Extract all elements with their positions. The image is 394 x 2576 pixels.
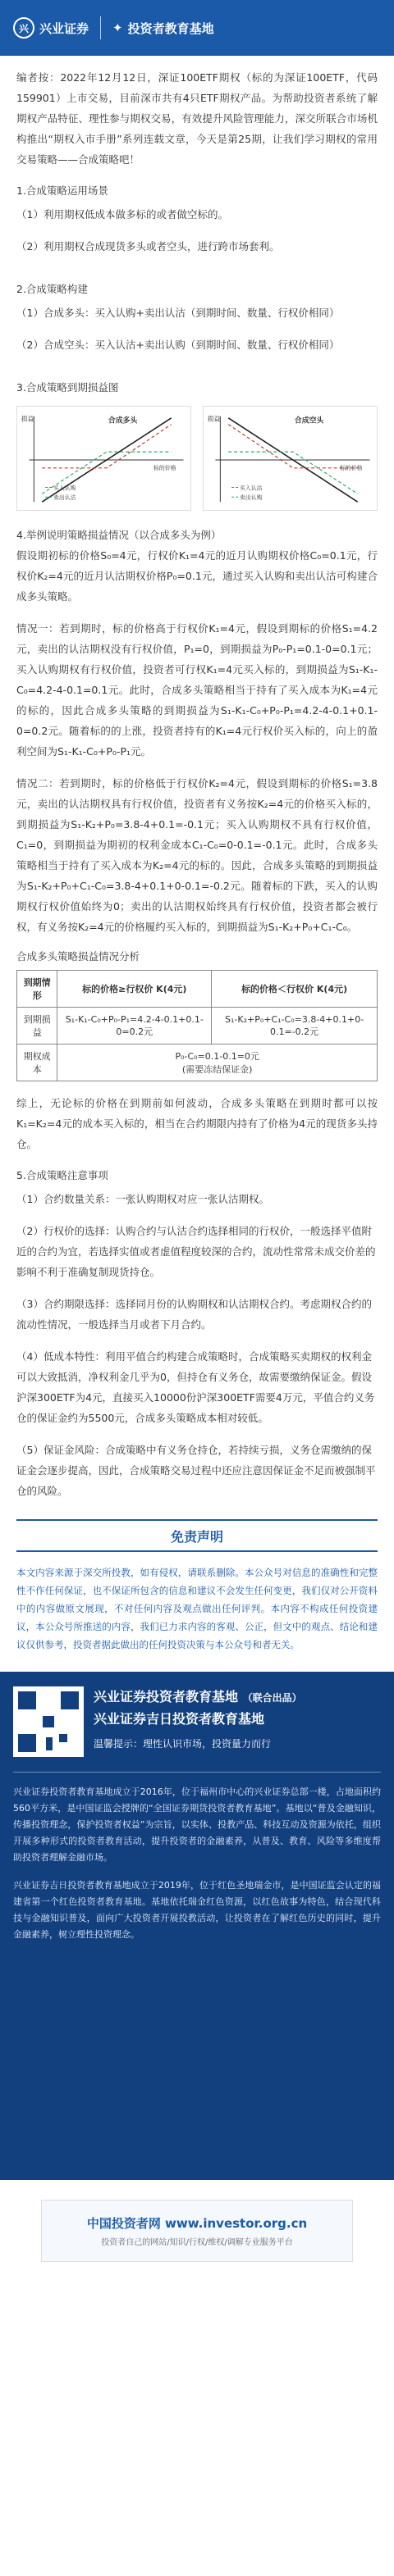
card-title-1-text: 兴业证券投资者教育基地 — [94, 1689, 239, 1704]
section-title: 5.合成策略注意事项 — [16, 1169, 108, 1181]
cost-value: P₀-C₀=0.1-0.1=0元 — [175, 1051, 259, 1062]
table-cell: S₁-K₂+P₀+C₁-C₀=3.8-4+0.1+0-0.1=-0.2元 — [212, 1008, 378, 1045]
table-header-row — [17, 971, 378, 1008]
investor-network-footer[interactable] — [41, 2200, 353, 2262]
broker-logo-icon: 兴 — [13, 17, 34, 39]
broker-logo — [13, 17, 89, 39]
legend-buy: 买入认购 — [53, 485, 76, 492]
diagram-title: 合成多头 — [108, 416, 138, 426]
list-item: （3）合约期限选择：选择同月份的认购期权和认沽期权合约。考虑期权合约的流动性情况，一般选择当月或者下月合约。 — [16, 1298, 372, 1331]
x-axis-label: 标的价格 — [340, 464, 363, 471]
table-header: 标的价格＜行权价 K(4元) — [212, 971, 378, 1008]
article-body — [0, 56, 394, 1654]
card-titles — [94, 1686, 381, 1750]
payoff-diagrams — [16, 406, 378, 511]
list-item: （2）行权价的选择：认购合约与认沽合约选择相同的行权价，一般选择平值附近的合约为宜，若选择实值或者虚值程度较深的合约，流动性常常未成交价差的影响不利于准确复制现货持仓。 — [16, 1225, 376, 1278]
intro-paragraph: 编者按：2022年12月12日，深证100ETF期权（标的为深证100ETF，代码159901）上市交易，目前深市共有4只ETF期权产品。为帮助投资者系统了解期权产品特征、理性参与期权交易，有效提升风险管理能力，深交所联合市场机构推出“期权入市手册”系列连载文章，今天是第25期，让我们学习期权的常用交易策略——合成策略吧！ — [16, 71, 378, 166]
list-item: （2）合成空头：买入认沽+卖出认购（到期时间、数量、行权价相同） — [16, 339, 340, 351]
legend-sell: 卖出认购 — [239, 494, 263, 502]
table-title: 合成多头策略损益情况分析 — [16, 950, 140, 963]
table-cell: S₁-K₁-C₀+P₀-P₁=4.2-4-0.1+0.1-0=0.2元 — [57, 1008, 212, 1045]
synthetic-long-payoff-diagram — [16, 406, 191, 511]
list-item: （1）合约数量关系：一张认购期权对应一张认沽期权。 — [16, 1193, 269, 1205]
synthetic-short-payoff-diagram — [203, 406, 378, 511]
card-tag: （联合出品） — [242, 1692, 302, 1704]
section-title: 3.合成策略到期损益图 — [16, 381, 119, 394]
investor-base-card — [0, 1672, 394, 2180]
qr-code-icon — [13, 1686, 84, 1757]
table-cell — [57, 1045, 378, 1081]
section-title: 2.合成策略构建 — [16, 283, 88, 295]
y-axis-label: 损益 — [21, 415, 34, 423]
section-title: 4.举例说明策略损益情况（以合成多头为例） — [16, 529, 222, 541]
card-slogan: 温馨提示：理性认识市场，投资量力而行 — [94, 1738, 272, 1750]
case-two-paragraph: 情况二：若到期时，标的价格低于行权价K₂=4元，假设到期标的价格S₁=3.8元，卖出的认沽期权具有行权价值，投资者有义务按K₂=4元的价格买入标的，到期损益为S₁-K₂+P₀=3.8-4+0.1=-0.1元；买入认购期权不具有行权价值，C₁=0，到期损益为期初的权利金成本C₁-C₀=0-0.1=-0.1元。此时，合成多头策略相当于持有了买入成本为K₂=4元的标的。因此，合成多头策略的到期损益为S₁-K₂+P₀+C₁-C₀=3.8-4+0.1+0-0.1=-0.2元。随着标的下跌，买入的认购期权行权价值始终为0；卖出的认沽期权始终具有行权价值，投资者都会被行权，有义务按K₂=4元的价格履约买入标的，到期损益为S₁-K₂+P₀+C₁-C₀。 — [16, 777, 378, 933]
card-title-2: 兴业证券吉日投资者教育基地 — [94, 1711, 265, 1727]
table-row — [17, 1008, 378, 1045]
base-icon: ✦ — [112, 20, 123, 35]
example-paragraph: 假设期初标的价格S₀=4元，行权价K₁=4元的近月认购期权价格C₀=0.1元，行权价K₂=4元的近月认沽期权价格P₀=0.1元，通过买入认购和卖出认沽可构建合成多头策略。 — [16, 549, 378, 603]
x-axis-label: 标的价格 — [153, 464, 176, 471]
footer-subtitle: 投资者自己的网站/知识/行权/维权/调解专业服务平台 — [101, 2238, 293, 2247]
card-title-1 — [94, 1686, 381, 1709]
card-header — [13, 1686, 381, 1757]
list-item: （1）利用期权低成本做多标的或者做空标的。 — [16, 208, 228, 221]
investor-base-name: 投资者教育基地 — [127, 20, 214, 36]
card-paragraph: 兴业证券吉日投资者教育基地成立于2019年，位于红色圣地瑞金市，是中国证监会认定的福建省第一个红色投资者教育基地。基地依托瑞金红色资源，以红色故事为特色，结合现代科技与金融知识普及，面向广大投资者开展投教活动，让投资者在了解红色历史的同时，提升金融素养，树立理性投资理念。 — [13, 1880, 381, 1940]
footer-title: 中国投资者网 www.investor.org.cn — [86, 2216, 308, 2231]
table-header: 到期情形 — [17, 971, 57, 1008]
table-header: 标的价格≥行权价 K(4元) — [57, 971, 212, 1008]
card-divider — [13, 1772, 381, 1773]
list-item: （5）保证金风险：合成策略中有义务仓持仓，若持续亏损，义务仓需缴纳的保证金会逐步提高，因此，合成策略交易过程中还应注意因保证金不足而被强制平仓的风险。 — [16, 1444, 376, 1497]
summary-paragraph: 综上，无论标的价格在到期前如何波动，合成多头策略在到期时都可以按K₁=K₂=4元的成本买入标的，相当在合约期限内持有了价格为4元的现货多头持仓。 — [16, 1097, 378, 1150]
diagram-title: 合成空头 — [294, 416, 324, 426]
payoff-table — [16, 970, 378, 1081]
y-axis-label: 损益 — [207, 415, 221, 423]
investor-base-logo — [112, 20, 214, 37]
card-paragraph: 兴业证券投资者教育基地成立于2016年，位于福州市中心的兴业证券总部一楼，占地面积约560平方米，是中国证监会授牌的“全国证券期货投资者教育基地”。基地以“普及金融知识，传播投资理念，保护投资者权益”为宗旨，以实体、投教产品、科技互动及资源为依托，组织开展多种形式的投资者教育活动，提升投资者的金融素养，从普及、教育、风险等多维度帮助投资者理解金融市场。 — [13, 1786, 381, 1863]
legend-sell: 卖出认沽 — [53, 494, 76, 502]
disclaimer-title — [16, 1519, 378, 1552]
table-cell: 期权成本 — [17, 1045, 57, 1081]
header-divider — [100, 16, 101, 39]
header-banner — [0, 0, 394, 56]
broker-name: 兴业证券 — [39, 20, 89, 36]
list-item: （2）利用期权合成现货多头或者空头，进行跨市场套利。 — [16, 240, 280, 253]
disclaimer-title-text: 免责声明 — [170, 1528, 223, 1545]
legend-buy: 买入认沽 — [239, 485, 263, 492]
table-cell: 到期损益 — [17, 1008, 57, 1045]
disclaimer-text: 本文内容来源于深交所投教，如有侵权，请联系删除。本公众号对信息的准确性和完整性不作任何保证，也不保证所包含的信息和建议不会发生任何变更，我们仅对公开资料中的内容做原文展现，不对任何内容及观点做出任何评判。本内容不构成任何投资建议，本公众号所推送的内容，我们已力求内容的客观、公正，但文中的观点、结论和建议仅供参考，投资者据此做出的任何投资决策与本公众号和者无关。 — [16, 1567, 378, 1650]
list-item: （4）低成本特性：利用平值合约构建合成策略时，合成策略买卖期权的权利金可以大致抵消，净权利金几乎为0，但持仓有义务仓，故需要缴纳保证金。假设沪深300ETF为4元，直接买入10000份沪深300ETF需要4万元，平值合约义务仓的保证金约为5500元，合成多头策略成本相对较低。 — [16, 1350, 375, 1424]
list-item: （1）合成多头：买入认购+卖出认沽（到期时间、数量、行权价相同） — [16, 307, 340, 319]
table-row — [17, 1045, 378, 1081]
case-one-paragraph: 情况一：若到期时，标的价格高于行权价K₁=4元，假设到期标的价格S₁=4.2元，卖出的认沽期权没有行权价值，P₁=0，到期损益为P₀-P₁=0.1-0=0.1元；买入认购期权有行权价值，投资者可行权K₁=4元买入标的，到期损益为S₁-K₁-C₀=4.2-4-0.1=0.1元。此时，合成多头策略相当于持有了买入成本为K₁=4元的标的，因此合成多头策略的到期损益为S₁-K₁-C₀+P₀-P₁=4.2-4-0.1+0.1-0=0.2元。随着标的的上涨，投资者持有的K₁=4元行权价买入标的，向上的盈利空间为S₁-K₁-C₀+P₀-P₁元。 — [16, 622, 378, 758]
cost-note: (需要冻结保证金) — [181, 1064, 253, 1075]
section-title: 1.合成策略运用场景 — [16, 184, 108, 197]
